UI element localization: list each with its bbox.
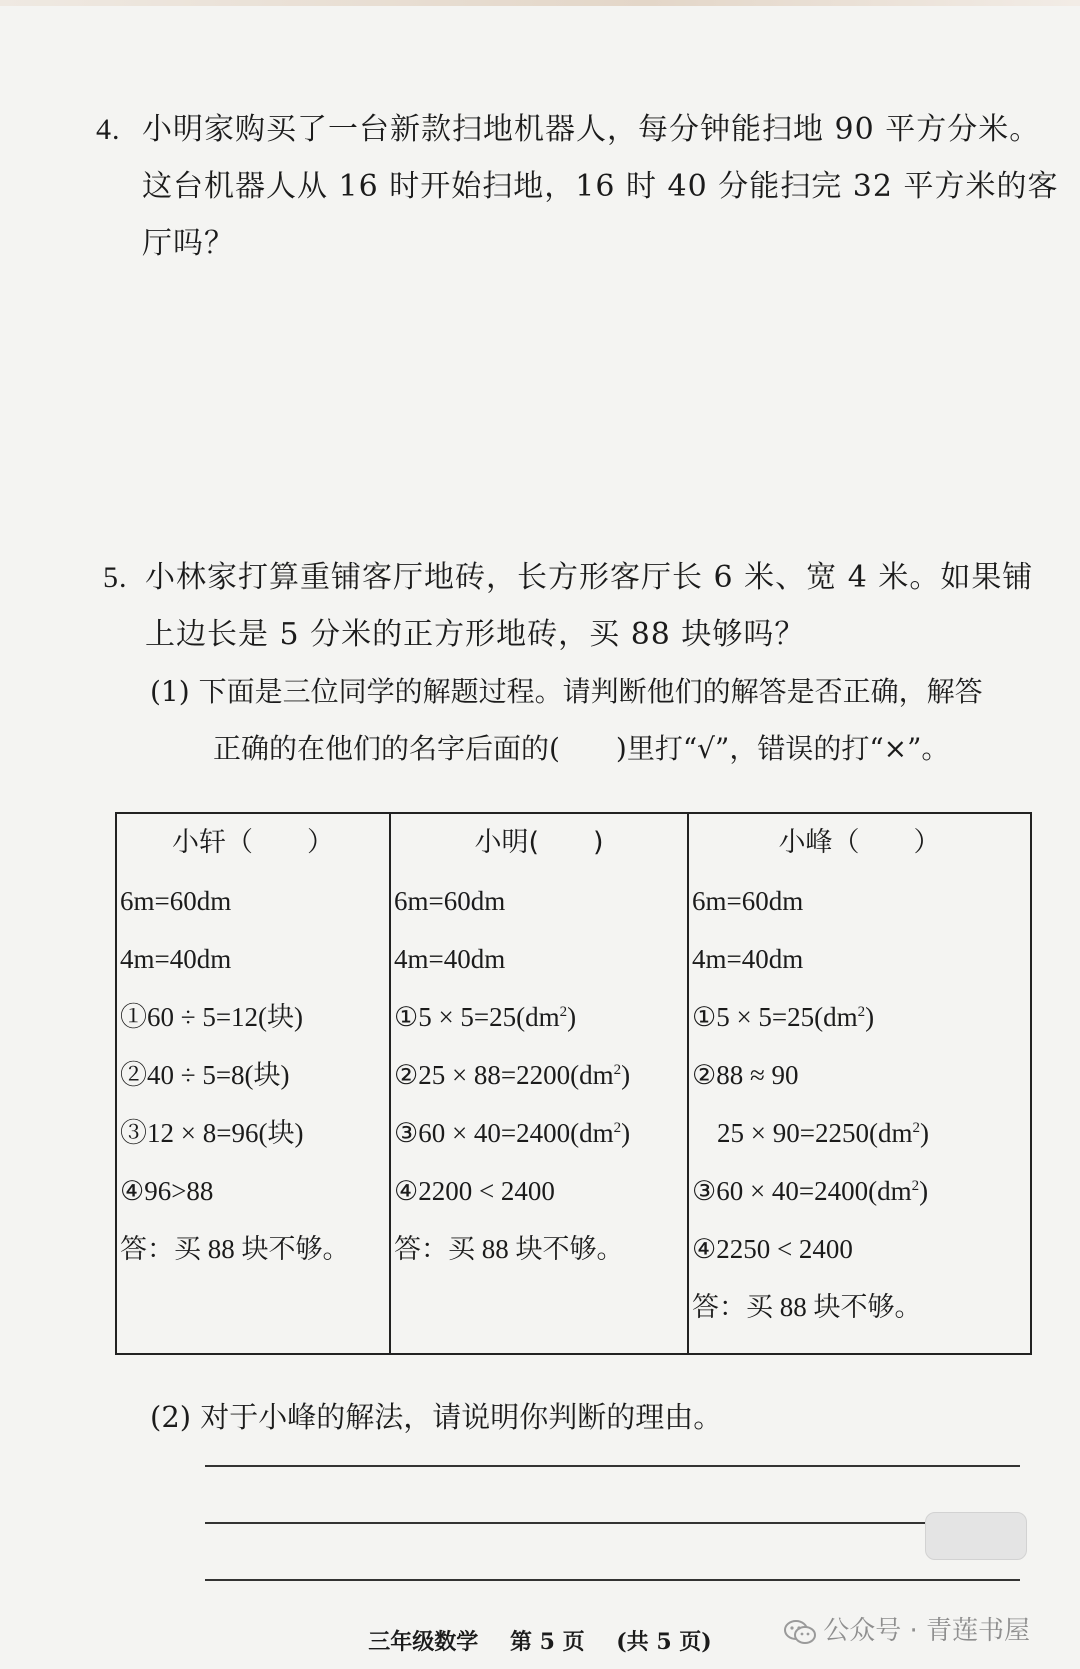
xiaoming-line: ④2200 < 2400 <box>394 1176 555 1206</box>
xiaoxuan-line: ①60 ÷ 5=12(块) <box>120 1002 304 1032</box>
corner-stamp <box>925 1512 1027 1560</box>
solution-xiaoxuan <box>116 813 390 1354</box>
footer-subject: 三年级数学 <box>368 1629 479 1655</box>
xiaofeng-header: 小峰（ ） <box>778 827 941 858</box>
xiaofeng-line: ④2250 < 2400 <box>692 1234 853 1264</box>
footer-page: 第 5 页 <box>509 1629 585 1655</box>
q4-line-1: 小明家购买了一台新款扫地机器人，每分钟能扫地 90 平方分米。 <box>142 112 1041 147</box>
q5-line-2: 上边长是 5 分米的正方形地砖，买 88 块够吗？ <box>145 617 806 652</box>
q5-part1-line-1: (1) 下面是三位同学的解题过程。请判断他们的解答是否正确，解答 <box>150 675 983 708</box>
xiaoxuan-line: 6m=60dm <box>120 886 232 916</box>
xiaofeng-line: $25 \times 90=2250(dm^2)$ <box>717 1118 929 1148</box>
q5-part1-line-2: 正确的在他们的名字后面的( )里打“√”，错误的打“×”。 <box>213 732 950 765</box>
xiaofeng-line: ③60 × $40=2400(dm^2)$ <box>692 1176 929 1206</box>
xiaoming-line: 6m=60dm <box>394 886 506 916</box>
xiaoxuan-line: ③12 × 8=96(块) <box>120 1118 304 1148</box>
q4-number: 4. <box>96 113 121 146</box>
q4-line-3: 厅吗？ <box>142 226 235 261</box>
footer-total: (共 5 页) <box>616 1629 712 1655</box>
solution-xiaoming <box>390 813 688 1354</box>
xiaoxuan-answer: 答：买 88 块不够。 <box>120 1234 350 1264</box>
xiaoxuan-line: ②40 ÷ 5=8(块) <box>120 1060 290 1090</box>
q5-number: 5. <box>103 561 128 594</box>
xiaofeng-line: ②88 ≈ 90 <box>692 1060 799 1090</box>
answer-line-2[interactable] <box>205 1522 1020 1524</box>
q5-part2: (2) 对于小峰的解法，请说明你判断的理由。 <box>150 1400 723 1434</box>
q5-line-1: 小林家打算重铺客厅地砖，长方形客厅长 6 米、宽 4 米。如果铺 <box>145 560 1034 595</box>
xiaoxuan-line: 4m=40dm <box>120 944 232 974</box>
solutions-table <box>115 812 1032 1355</box>
xiaoming-line: 4m=40dm <box>394 944 506 974</box>
top-edge <box>0 0 1080 6</box>
xiaoming-line: ①5 × $5=25(dm^2)$ <box>394 1002 577 1032</box>
watermark-text: 公众号 · 青莲书屋 <box>823 1616 1030 1646</box>
page-footer <box>0 1625 1080 1656</box>
xiaofeng-answer: 答：买 88 块不够。 <box>692 1292 922 1322</box>
answer-line-3[interactable] <box>205 1579 1020 1581</box>
xiaofeng-line: 6m=60dm <box>692 886 804 916</box>
xiaoming-line: ②25 × $88=2200(dm^2)$ <box>394 1060 631 1090</box>
q4-line-2: 这台机器人从 16 时开始扫地，16 时 40 分能扫完 32 平方米的客 <box>142 169 1059 204</box>
answer-line-1[interactable] <box>205 1465 1020 1467</box>
xiaoming-line: ③60 × $40=2400(dm^2)$ <box>394 1118 631 1148</box>
solution-xiaofeng <box>688 813 1031 1354</box>
xiaofeng-line: ①5 × $5=25(dm^2)$ <box>692 1002 875 1032</box>
xiaoxuan-line: ④96>88 <box>120 1176 214 1206</box>
xiaoming-answer: 答：买 88 块不够。 <box>394 1234 624 1264</box>
xiaofeng-line: 4m=40dm <box>692 944 804 974</box>
xiaoxuan-header: 小轩（ ） <box>172 827 334 858</box>
xiaoming-header: 小明( ) <box>474 827 604 858</box>
